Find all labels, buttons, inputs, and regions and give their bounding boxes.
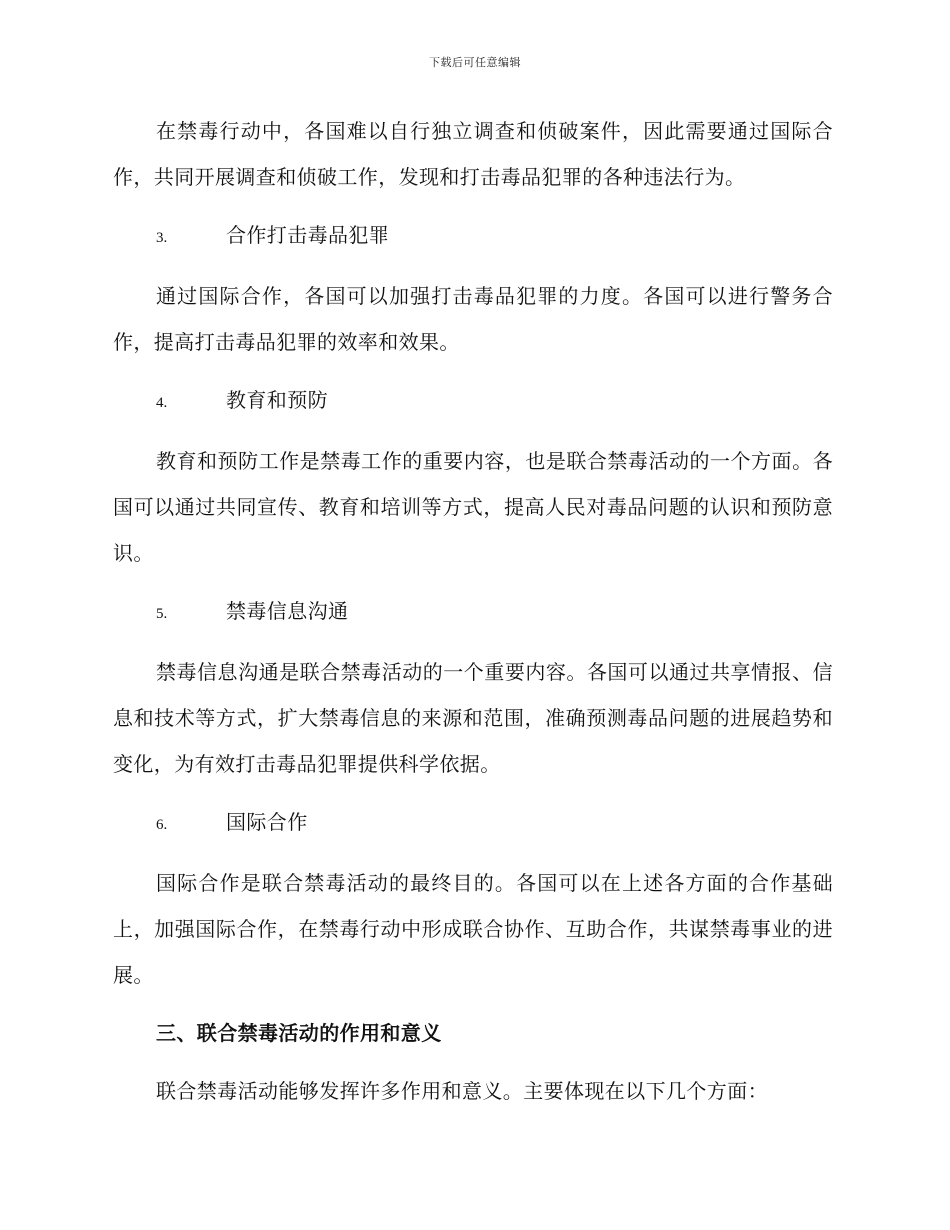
paragraph: 通过国际合作，各国可以加强打击毒品犯罪的力度。各国可以进行警务合作，提高打击毒品犯罪的效率和效果。 (113, 284, 833, 354)
item-number: 4. (156, 395, 168, 411)
paragraph: 在禁毒行动中，各国难以自行独立调查和侦破案件，因此需要通过国际合作，共同开展调查和侦破工作，发现和打击毒品犯罪的各种违法行为。 (113, 119, 833, 189)
numbered-heading (113, 588, 833, 637)
item-number: 5. (156, 606, 168, 622)
item-title: 国际合作 (226, 810, 308, 834)
numbered-heading (113, 799, 833, 848)
item-title: 教育和预防 (226, 388, 328, 412)
item-title: 禁毒信息沟通 (226, 599, 349, 623)
item-number: 3. (156, 230, 168, 246)
item-number: 6. (156, 817, 168, 833)
paragraph: 联合禁毒活动能够发挥许多作用和意义。主要体现在以下几个方面： (156, 1079, 768, 1103)
paragraph: 国际合作是联合禁毒活动的最终目的。各国可以在上述各方面的合作基础上，加强国际合作，在禁毒行动中形成联合协作、互助合作，共谋禁毒事业的进展。 (113, 871, 833, 987)
paragraph: 禁毒信息沟通是联合禁毒活动的一个重要内容。各国可以通过共享情报、信息和技术等方式，扩大禁毒信息的来源和范围，准确预测毒品问题的进展趋势和变化，为有效打击毒品犯罪提供科学依据。 (113, 660, 833, 776)
document-body (113, 108, 833, 1126)
numbered-heading (113, 212, 833, 261)
page-header: 下载后可任意编辑 (429, 56, 521, 69)
paragraph: 教育和预防工作是禁毒工作的重要内容，也是联合禁毒活动的一个方面。各国可以通过共同宣传、教育和培训等方式，提高人民对毒品问题的认识和预防意识。 (113, 449, 833, 565)
section-heading: 三、联合禁毒活动的作用和意义 (156, 1021, 442, 1045)
item-title: 合作打击毒品犯罪 (226, 223, 390, 247)
numbered-heading (113, 377, 833, 426)
